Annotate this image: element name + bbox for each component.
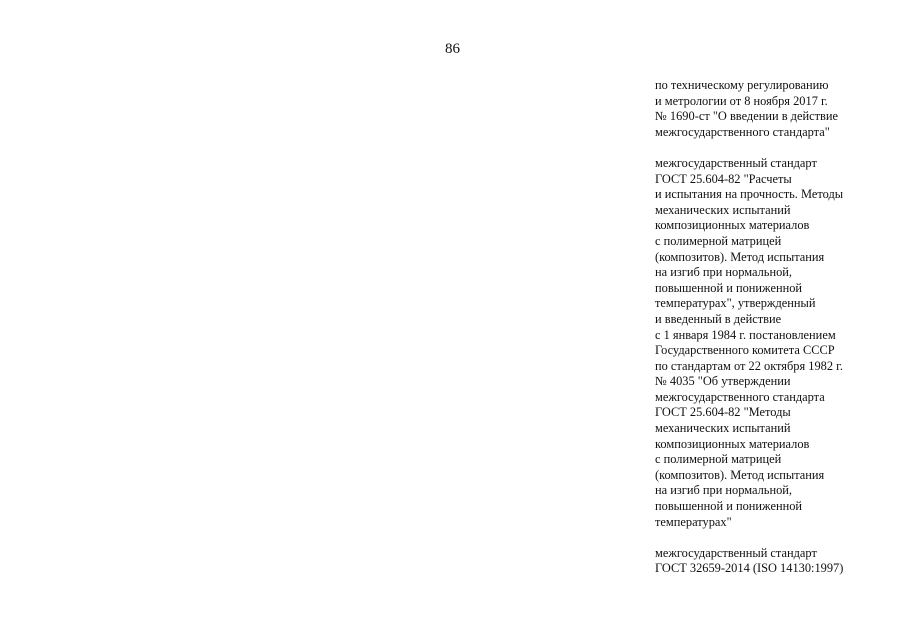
text-line: с полимерной матрицей (655, 452, 782, 467)
paragraph-order-reference (655, 78, 895, 140)
document-right-column (655, 78, 895, 577)
text-line: (композитов). Метод испытания (655, 249, 825, 264)
text-line: № 4035 "Об утверждении (655, 374, 791, 389)
text-line: на изгиб при нормальной, (655, 265, 793, 280)
text-line: ГОСТ 32659-2014 (ISO 14130:1997) (655, 561, 844, 576)
text-line: композиционных материалов (655, 436, 810, 451)
text-line: Государственного комитета СССР (655, 343, 835, 358)
paragraph-gost-25-604-82 (655, 156, 895, 530)
text-line: повышенной и пониженной (655, 499, 803, 514)
text-line: с 1 января 1984 г. постановлением (655, 327, 836, 342)
text-line: межгосударственный стандарт (655, 155, 817, 170)
text-line: и введенный в действие (655, 311, 782, 326)
page-number: 86 (445, 41, 460, 57)
text-line: ГОСТ 25.604-82 "Расчеты (655, 171, 792, 186)
text-line: температурах" (655, 514, 732, 529)
text-line: с полимерной матрицей (655, 233, 782, 248)
text-line: межгосударственного стандарта" (655, 124, 830, 139)
text-line: (композитов). Метод испытания (655, 467, 825, 482)
text-line: по техническому регулированию (655, 78, 829, 92)
paragraph-gost-32659-2014 (655, 546, 895, 577)
text-line: композиционных материалов (655, 218, 810, 233)
text-line: межгосударственный стандарт (655, 545, 817, 560)
text-line: и метрологии от 8 ноября 2017 г. (655, 93, 828, 108)
text-line: ГОСТ 25.604-82 "Методы (655, 405, 791, 420)
text-line: по стандартам от 22 октября 1982 г. (655, 358, 843, 373)
text-line: повышенной и пониженной (655, 280, 803, 295)
text-line: межгосударственного стандарта (655, 389, 825, 404)
text-line: на изгиб при нормальной, (655, 483, 793, 498)
text-line: механических испытаний (655, 202, 791, 217)
text-line: № 1690-ст "О введении в действие (655, 109, 838, 124)
text-line: и испытания на прочность. Методы (655, 187, 844, 202)
text-line: механических испытаний (655, 421, 791, 436)
text-line: температурах", утвержденный (655, 296, 816, 311)
